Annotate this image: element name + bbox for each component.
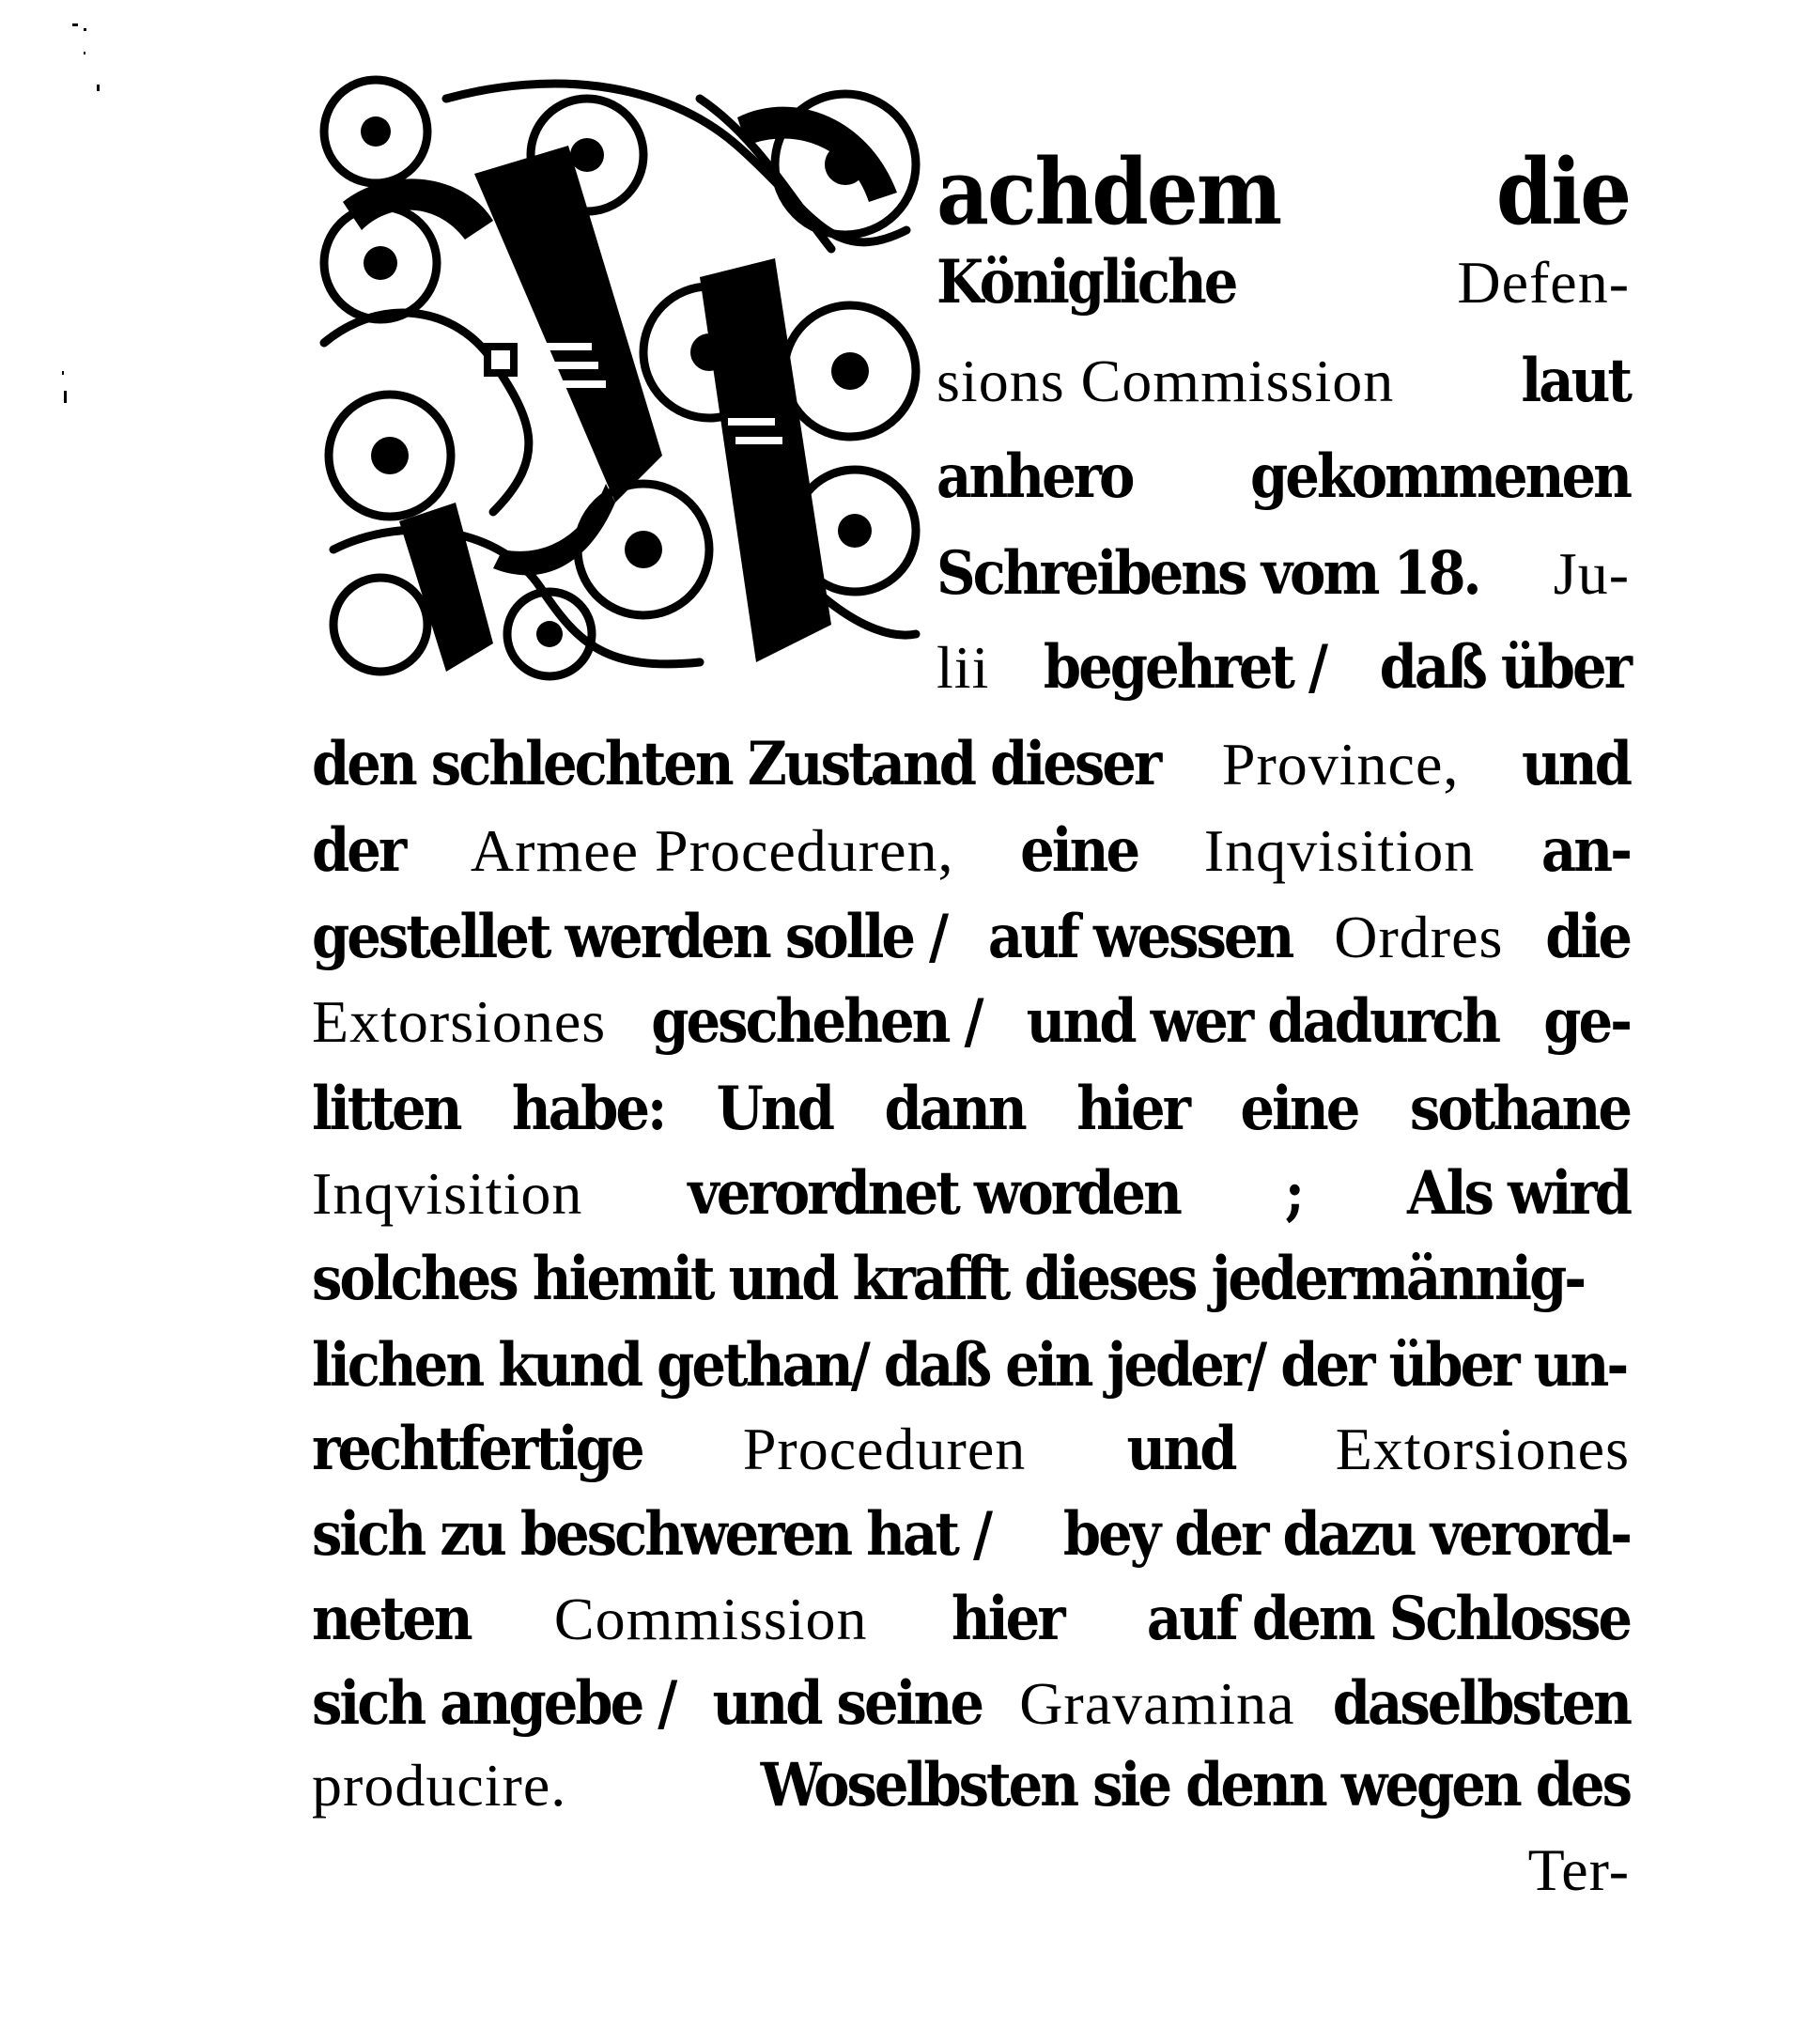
margin-speck <box>64 391 67 403</box>
text-segment: anhero <box>936 441 1133 512</box>
text-segment: auf wessen <box>987 902 1292 972</box>
text-segment: bey der dazu verord- <box>1062 1499 1630 1570</box>
ornament-scrollwork-icon <box>305 61 925 692</box>
text-segment: und <box>1126 1414 1235 1484</box>
text-segment: Als wird <box>1406 1158 1630 1229</box>
text-segment: Extorsiones <box>312 988 607 1055</box>
margin-speck <box>72 23 78 26</box>
text-segment: und seine <box>712 1668 982 1739</box>
text-segment: gekommenen <box>1249 441 1630 512</box>
text-line-4 <box>936 434 1630 520</box>
text-line-9 <box>312 894 1630 981</box>
text-segment: litten <box>312 1074 460 1144</box>
text-segment: daß über <box>1379 632 1630 703</box>
text-segment: eine <box>1020 815 1138 886</box>
text-segment: Woselbsten sie denn wegen des <box>760 1750 1630 1820</box>
text-line-13 <box>312 1236 1630 1323</box>
text-segment: den schlechten Zustand dieser <box>312 729 1160 799</box>
text-segment: ; <box>1284 1158 1303 1229</box>
text-segment: und <box>1522 729 1630 799</box>
text-segment: Proceduren <box>742 1416 1027 1482</box>
text-segment: verordnet worden <box>688 1158 1180 1229</box>
text-segment: neten <box>312 1584 471 1654</box>
text-segment: rechtfertige <box>312 1414 642 1484</box>
text-segment: sions Commission <box>936 348 1395 414</box>
text-segment: achdem <box>936 139 1281 245</box>
text-segment: eine <box>1240 1074 1358 1144</box>
text-segment: gestellet werden solle / <box>312 902 947 972</box>
text-segment: Defen- <box>1457 249 1630 316</box>
text-segment: auf dem Schlosse <box>1146 1584 1630 1654</box>
text-segment: solches hiemit und krafft dieses jedermännig- <box>312 1244 1585 1314</box>
text-line-16 <box>312 1492 1630 1578</box>
text-segment: Ordres <box>1334 904 1504 970</box>
text-segment: sothane <box>1409 1074 1630 1144</box>
text-segment: producire. <box>312 1752 567 1819</box>
margin-speck <box>84 28 86 31</box>
margin-speck <box>62 371 64 375</box>
text-line-7 <box>312 721 1630 808</box>
text-segment: lichen kund gethan/ daß ein jeder/ der über un- <box>312 1330 1627 1401</box>
text-line-10 <box>312 979 1630 1065</box>
text-segment: hier <box>1076 1074 1188 1144</box>
text-segment: habe: <box>511 1074 665 1144</box>
text-line-19 <box>312 1742 1630 1829</box>
text-segment: Ju- <box>1553 540 1630 607</box>
margin-speck <box>97 85 100 91</box>
text-segment: Schreibens vom 18. <box>936 538 1479 609</box>
text-segment: Province, <box>1221 731 1460 797</box>
text-segment: Commission <box>553 1586 868 1652</box>
text-segment: daselbsten <box>1332 1668 1630 1739</box>
text-segment: Inqvisition <box>312 1160 583 1227</box>
text-segment: Inqvisition <box>1203 817 1476 884</box>
text-line-11 <box>312 1066 1630 1153</box>
text-segment: geschehen / <box>651 986 982 1057</box>
text-segment: ge- <box>1543 986 1630 1057</box>
text-segment: Königliche <box>936 247 1236 317</box>
text-line-5 <box>936 531 1630 617</box>
text-segment: Armee Proceduren, <box>470 817 954 884</box>
text-segment: hier <box>951 1584 1063 1654</box>
text-segment: der <box>312 815 405 886</box>
text-line-2 <box>936 240 1630 326</box>
text-segment: sich zu beschweren hat / <box>312 1499 990 1570</box>
text-segment: und wer dadurch <box>1026 986 1499 1057</box>
text-line-3 <box>936 338 1630 425</box>
text-line-17 <box>312 1576 1630 1663</box>
text-segment: die <box>1545 902 1630 972</box>
text-segment: Gravamina <box>1019 1670 1295 1737</box>
text-line-14 <box>312 1323 1630 1409</box>
text-line-8 <box>312 808 1630 894</box>
catchword-text: Ter- <box>1527 1836 1630 1903</box>
decorated-initial <box>305 61 925 692</box>
text-segment: Extorsiones <box>1335 1416 1630 1482</box>
text-line-6 <box>936 625 1630 711</box>
text-segment: laut <box>1521 346 1630 416</box>
text-segment: an- <box>1540 815 1630 886</box>
text-segment: lii <box>936 634 990 701</box>
text-segment: die <box>1495 139 1630 245</box>
text-segment: begehret / <box>1043 632 1326 703</box>
text-line-18 <box>312 1661 1630 1747</box>
text-segment: sich angebe / <box>312 1668 675 1739</box>
catchword <box>312 1827 1630 1913</box>
margin-speck <box>84 52 85 54</box>
text-segment: Und <box>716 1074 832 1144</box>
text-line-15 <box>312 1406 1630 1493</box>
text-segment: dann <box>884 1074 1025 1144</box>
text-line-12 <box>312 1151 1630 1237</box>
